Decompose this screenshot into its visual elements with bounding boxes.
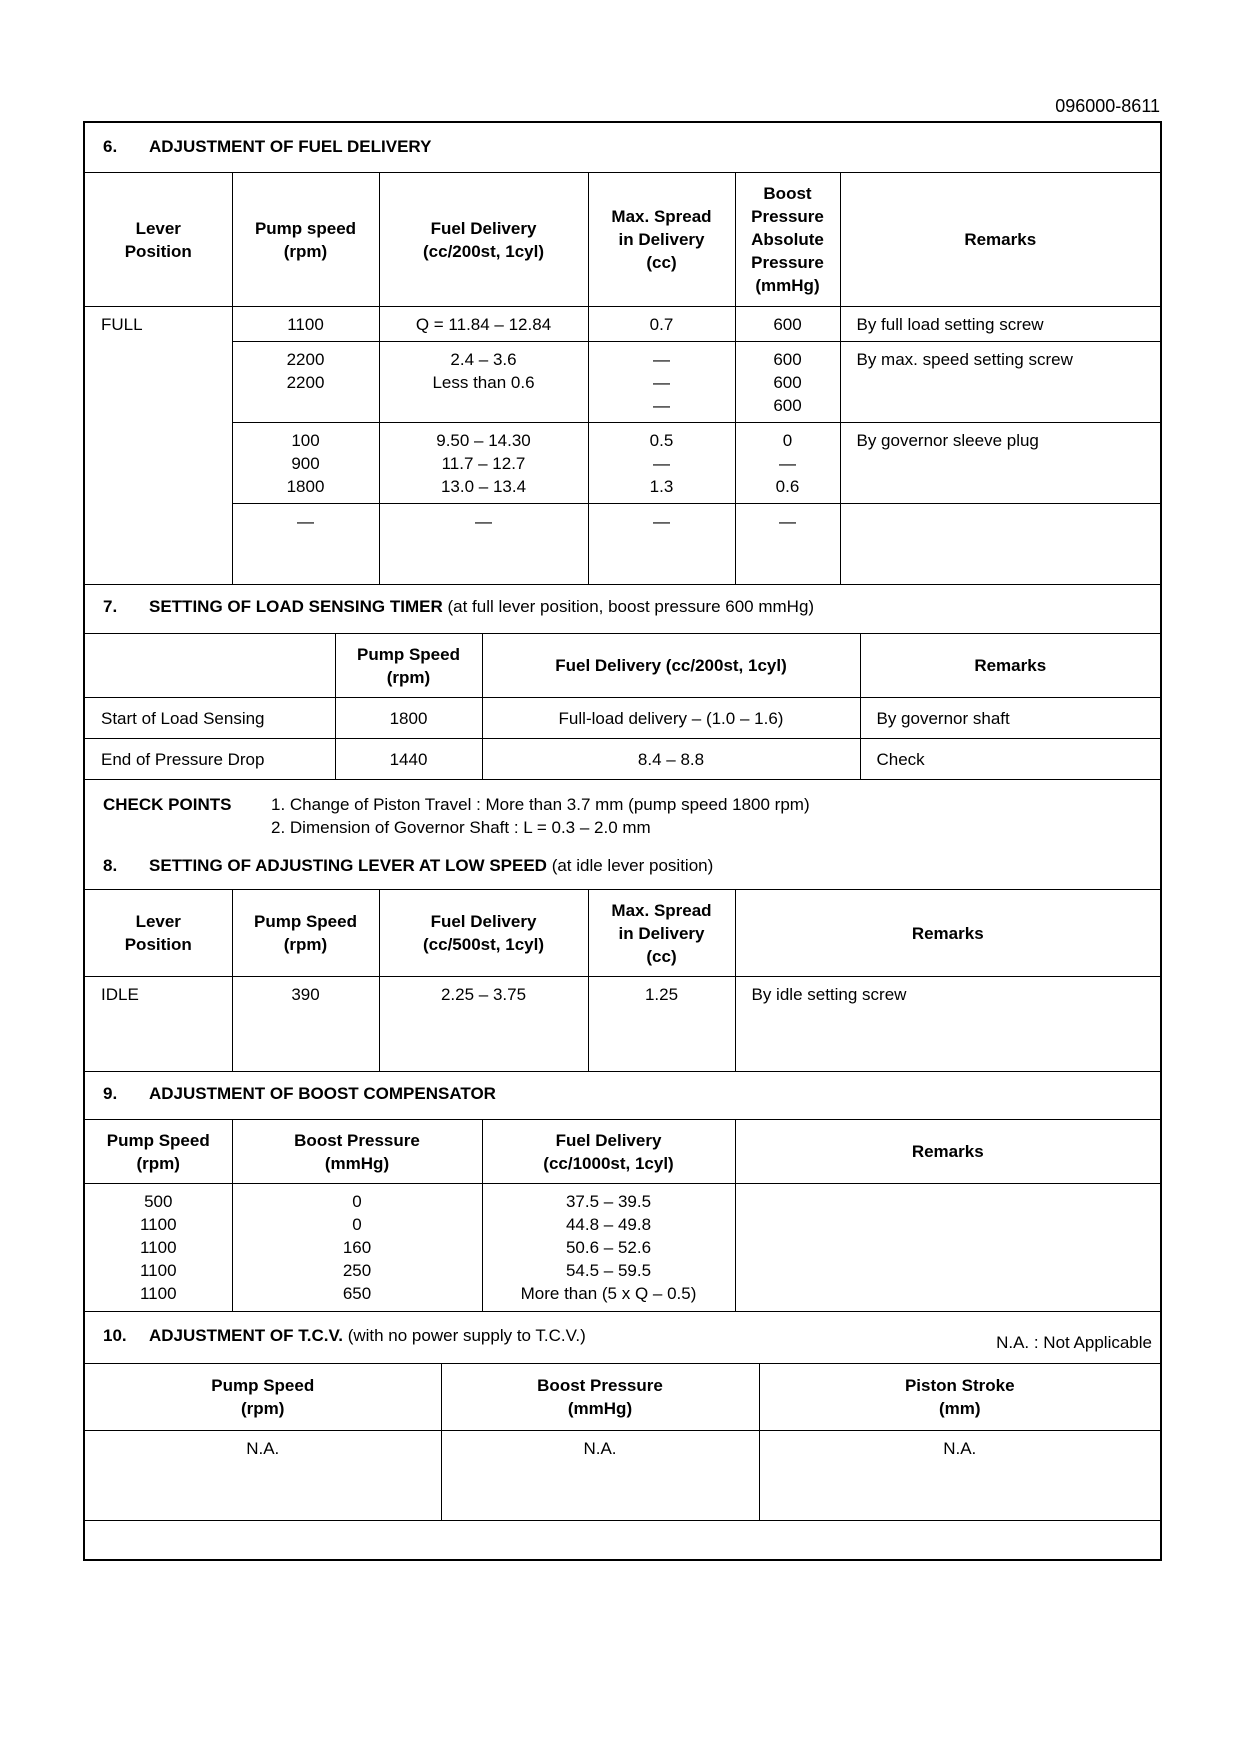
header-fuel-delivery: Fuel Delivery (cc/500st, 1cyl) (379, 890, 588, 977)
section-6-heading (85, 137, 1160, 157)
boost-compensator-table (85, 1119, 1160, 1312)
section-9-number: 9. (103, 1084, 118, 1103)
section-6-number: 6. (103, 137, 118, 156)
section-7-number: 7. (103, 597, 118, 616)
table-row: End of Pressure Drop 1440 8.4 – 8.8 Check (85, 739, 1160, 780)
header-pump-speed: Pump Speed (rpm) (85, 1120, 232, 1184)
load-sensing-timer-table (85, 633, 1160, 780)
table-row: IDLE 390 2.25 – 3.75 1.25 By idle setting screw (85, 977, 1160, 1072)
header-remarks: Remarks (860, 634, 1160, 698)
section-8-title: SETTING OF ADJUSTING LEVER AT LOW SPEED (149, 856, 547, 875)
table-row: — — — — (85, 504, 1160, 585)
header-max-spread: Max. Spread in Delivery (cc) (588, 890, 735, 977)
section-7-title: SETTING OF LOAD SENSING TIMER (149, 597, 443, 616)
header-pump-speed: Pump Speed (rpm) (232, 890, 379, 977)
table-row: FULL 1100 Q = 11.84 – 12.84 0.7 600 By full load setting screw (85, 307, 1160, 342)
section-10-number: 10. (103, 1326, 127, 1345)
table-row: 500 1100 1100 1100 1100 0 0 160 250 650 37.5 – 39.5 44.8 – 49.8 50.6 – 52.6 54.5 – 59.5 More than (5 x Q – 0.5) (85, 1184, 1160, 1312)
low-speed-lever-table (85, 889, 1160, 1072)
header-boost-pressure: Boost Pressure (mmHg) (441, 1364, 759, 1431)
table-row: Start of Load Sensing 1800 Full-load delivery – (1.0 – 1.6) By governor shaft (85, 698, 1160, 739)
section-9-heading (85, 1084, 1160, 1104)
header-boost-pressure: Boost Pressure Absolute Pressure (mmHg) (735, 173, 840, 307)
fuel-delivery-table (85, 172, 1160, 585)
section-10-title: ADJUSTMENT OF T.C.V. (149, 1326, 343, 1345)
section-7-heading (85, 597, 1160, 617)
document-number: 096000-8611 (1055, 96, 1160, 116)
section-8-heading (85, 856, 1160, 876)
table-row: 100 900 1800 9.50 – 14.30 11.7 – 12.7 13.0 – 13.4 0.5 — 1.3 0 — 0.6 By governor sleeve plug (85, 423, 1160, 504)
lever-position-cell: FULL (85, 307, 232, 585)
header-fuel-delivery: Fuel Delivery (cc/200st, 1cyl) (482, 634, 860, 698)
tcv-table (85, 1363, 1160, 1521)
check-points-label: CHECK POINTS (103, 795, 232, 814)
spec-sheet-frame (83, 121, 1162, 1561)
header-boost-pressure: Boost Pressure (mmHg) (232, 1120, 482, 1184)
table-row: 2200 2200 2.4 – 3.6 Less than 0.6 — — — 600 600 600 By max. speed setting screw (85, 342, 1160, 423)
header-pump-speed: Pump Speed (rpm) (335, 634, 482, 698)
header-fuel-delivery: Fuel Delivery (cc/200st, 1cyl) (379, 173, 588, 307)
header-piston-stroke: Piston Stroke (mm) (759, 1364, 1160, 1431)
header-fuel-delivery: Fuel Delivery (cc/1000st, 1cyl) (482, 1120, 735, 1184)
check-points (85, 793, 1160, 839)
header-lever-position: Lever Position (85, 890, 232, 977)
header-remarks: Remarks (735, 890, 1160, 977)
table-row: N.A. N.A. N.A. (85, 1431, 1160, 1521)
header-lever-position: Lever Position (85, 173, 232, 307)
check-point-item: 1. Change of Piston Travel : More than 3.7 mm (pump speed 1800 rpm) (271, 795, 810, 814)
section-6-title: ADJUSTMENT OF FUEL DELIVERY (149, 137, 432, 156)
section-7-note: (at full lever position, boost pressure 600 mmHg) (447, 597, 815, 616)
section-10-note: (with no power supply to T.C.V.) (347, 1326, 586, 1345)
section-8-number: 8. (103, 856, 118, 875)
section-8-note: (at idle lever position) (551, 856, 714, 875)
header-remarks: Remarks (735, 1120, 1160, 1184)
header-remarks: Remarks (840, 173, 1160, 307)
section-9-title: ADJUSTMENT OF BOOST COMPENSATOR (149, 1084, 496, 1103)
header-pump-speed: Pump Speed (rpm) (85, 1364, 441, 1431)
not-applicable-legend: N.A. : Not Applicable (996, 1333, 1152, 1352)
header-max-spread: Max. Spread in Delivery (cc) (588, 173, 735, 307)
check-point-item: 2. Dimension of Governor Shaft : L = 0.3 – 2.0 mm (271, 818, 651, 837)
header-pump-speed: Pump speed (rpm) (232, 173, 379, 307)
